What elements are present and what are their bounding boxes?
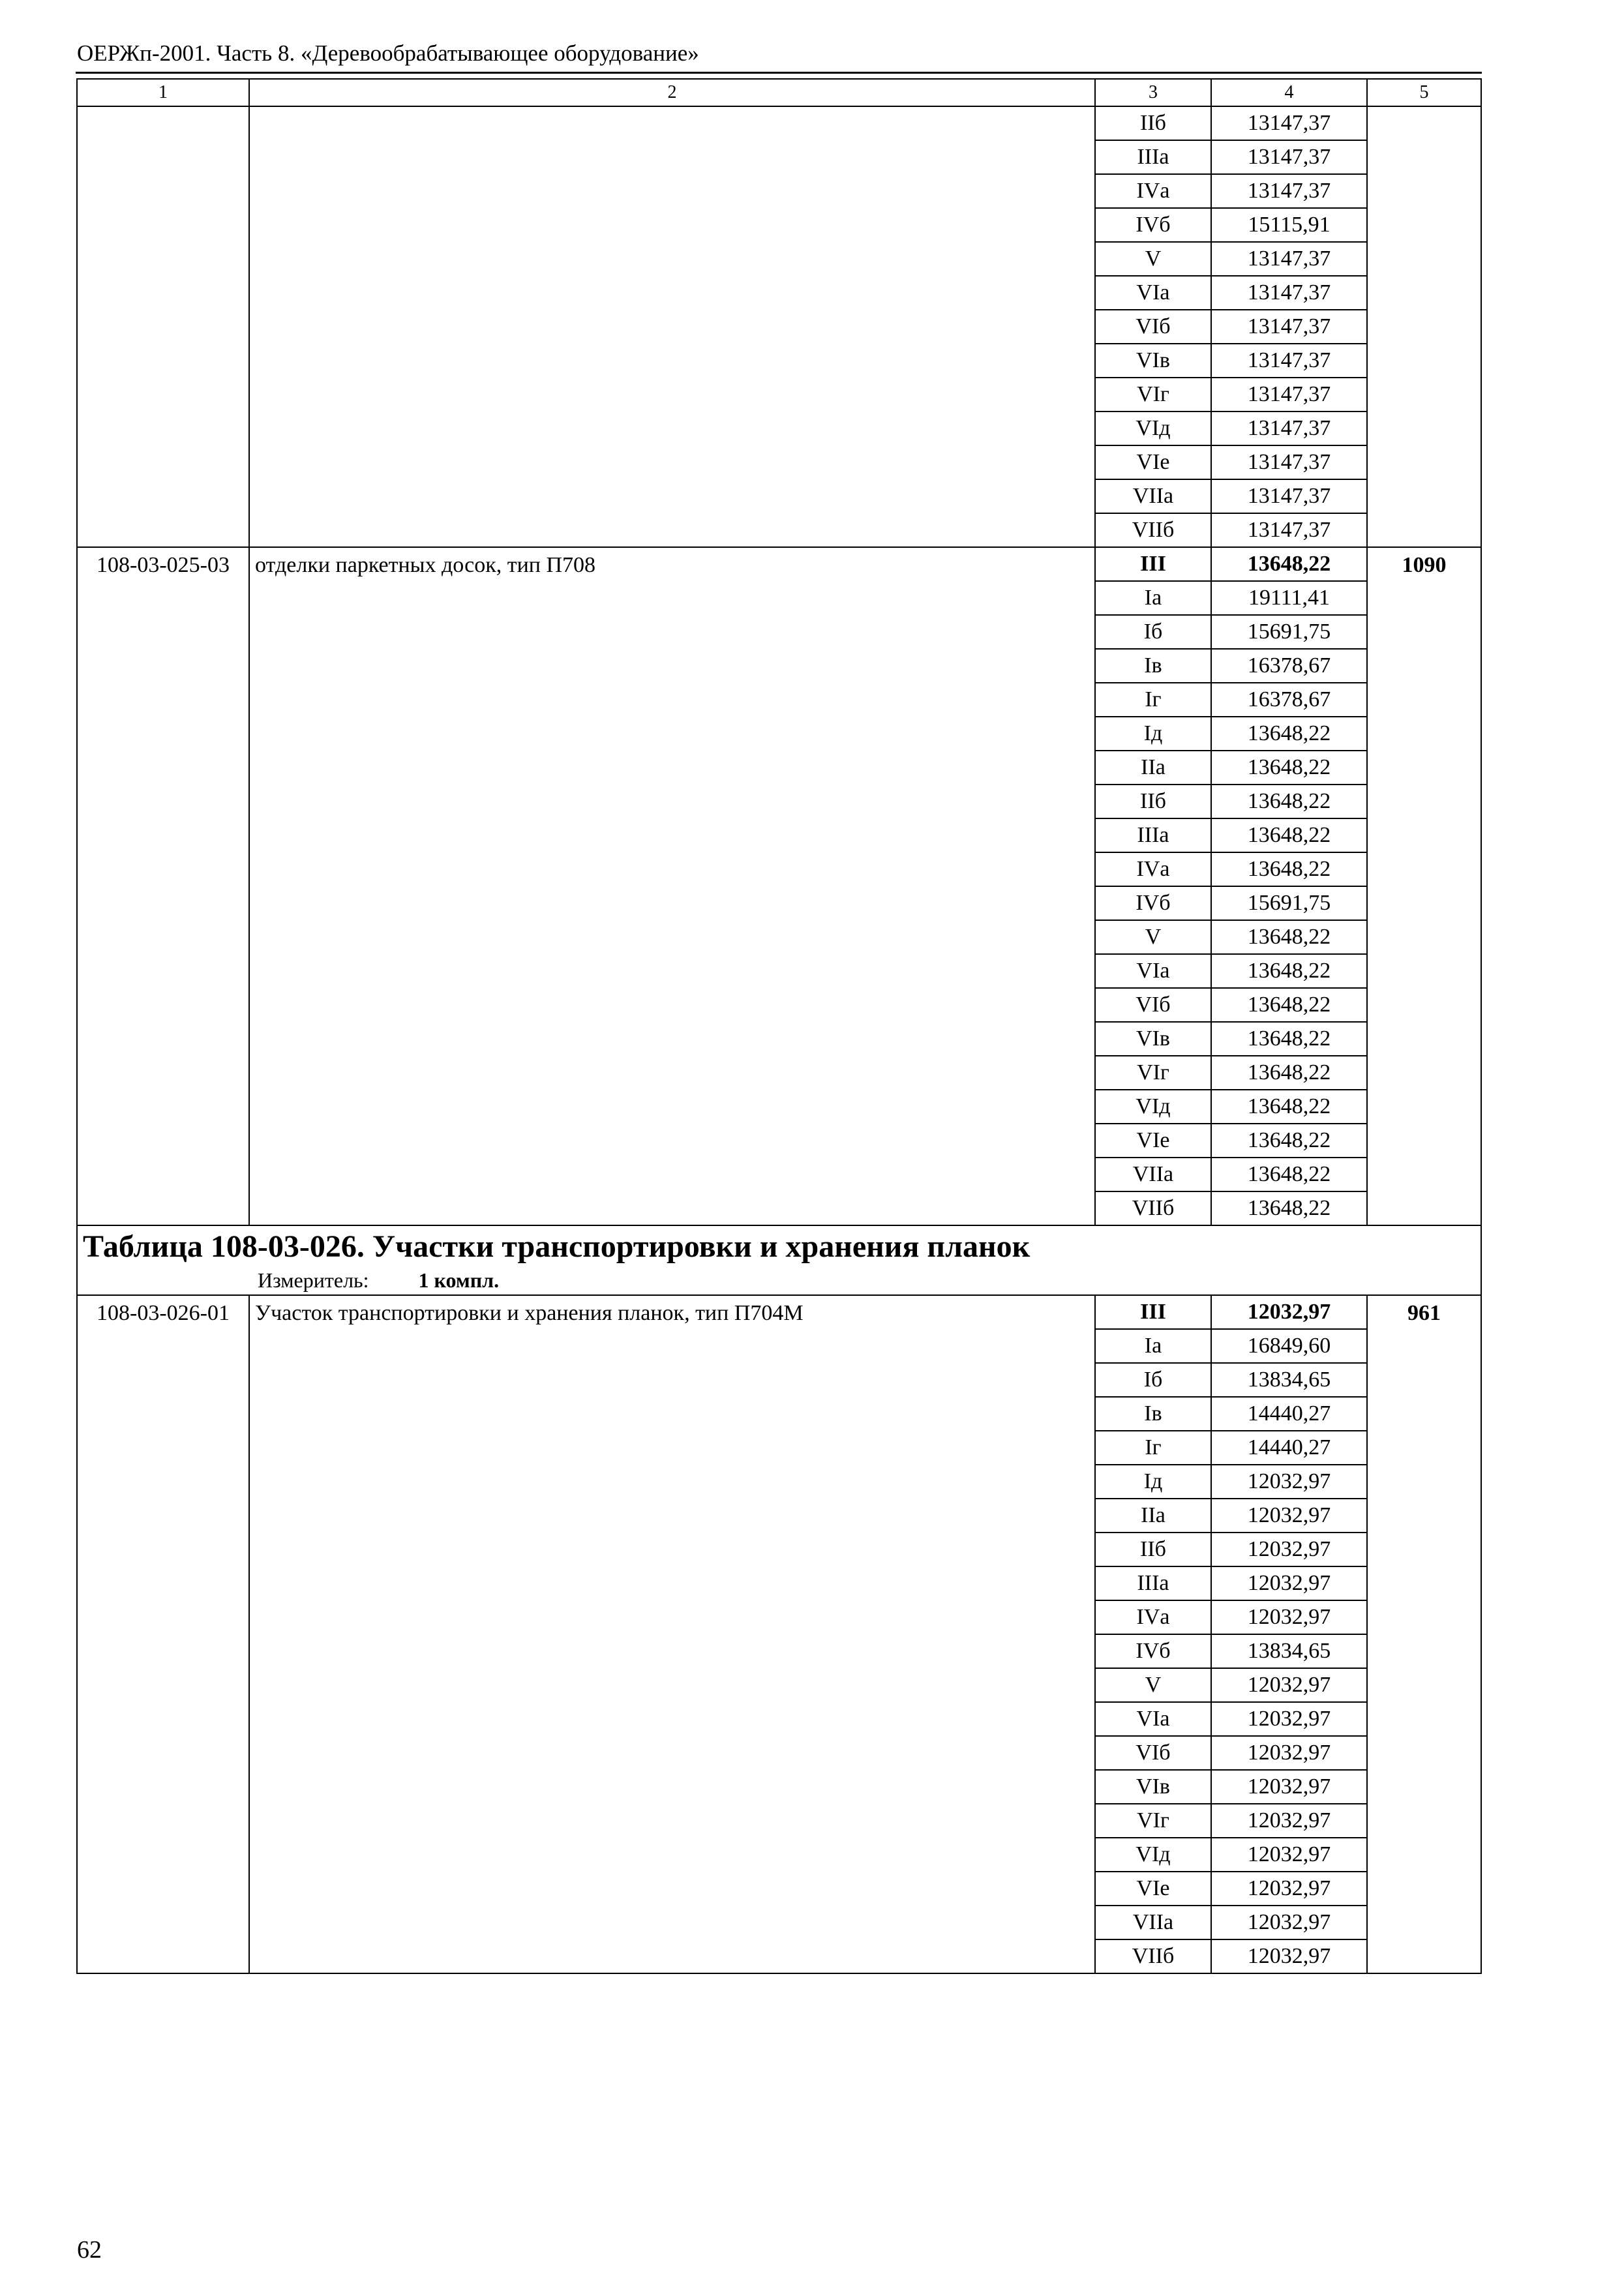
price-cell: 12032,97 [1211, 1702, 1367, 1736]
price-cell: 13648,22 [1211, 717, 1367, 751]
section-heading [77, 1225, 1481, 1295]
zone-cell: VIIб [1095, 1191, 1211, 1225]
price-cell: 15115,91 [1211, 208, 1367, 242]
zone-cell: III [1095, 1295, 1211, 1329]
zone-cell: VIг [1095, 1056, 1211, 1090]
price-cell: 13147,37 [1211, 242, 1367, 276]
zone-cell: IIа [1095, 751, 1211, 785]
price-cell: 13147,37 [1211, 411, 1367, 445]
price-cell: 12032,97 [1211, 1838, 1367, 1872]
price-cell: 12032,97 [1211, 1295, 1367, 1329]
zone-cell: IIб [1095, 785, 1211, 818]
price-cell: 16378,67 [1211, 649, 1367, 683]
item-total: 961 [1367, 1295, 1481, 1973]
zone-cell: Iд [1095, 1465, 1211, 1499]
price-cell: 13648,22 [1211, 1022, 1367, 1056]
zone-cell: Iг [1095, 1431, 1211, 1465]
zone-cell: IIIа [1095, 140, 1211, 174]
table-row [77, 106, 1481, 140]
price-cell: 12032,97 [1211, 1872, 1367, 1906]
column-number-5: 5 [1367, 79, 1481, 106]
price-cell: 12032,97 [1211, 1906, 1367, 1939]
table-row [77, 1295, 1481, 1329]
price-cell: 13648,22 [1211, 818, 1367, 852]
price-cell: 13147,37 [1211, 513, 1367, 547]
price-table [76, 78, 1482, 1974]
page-number: 62 [77, 2236, 102, 2264]
zone-cell: IVб [1095, 208, 1211, 242]
zone-cell: VIе [1095, 445, 1211, 479]
zone-cell: Iд [1095, 717, 1211, 751]
zone-cell: VIб [1095, 988, 1211, 1022]
item-code: 108-03-025-03 [77, 547, 249, 1225]
zone-cell: VIв [1095, 1770, 1211, 1804]
item-name [249, 106, 1095, 547]
zone-cell: IVа [1095, 1600, 1211, 1634]
price-cell: 12032,97 [1211, 1566, 1367, 1600]
header-rule [76, 72, 1482, 74]
zone-cell: VIв [1095, 344, 1211, 378]
zone-cell: VIе [1095, 1872, 1211, 1906]
price-cell: 12032,97 [1211, 1499, 1367, 1533]
price-cell: 15691,75 [1211, 886, 1367, 920]
zone-cell: VIб [1095, 1736, 1211, 1770]
price-cell: 13648,22 [1211, 547, 1367, 581]
column-number-4: 4 [1211, 79, 1367, 106]
price-cell: 13648,22 [1211, 954, 1367, 988]
price-cell: 13648,22 [1211, 1090, 1367, 1124]
zone-cell: VIв [1095, 1022, 1211, 1056]
zone-cell: IIб [1095, 106, 1211, 140]
item-name: отделки паркетных досок, тип П708 [249, 547, 1095, 1225]
zone-cell: Iв [1095, 649, 1211, 683]
price-cell: 13648,22 [1211, 1191, 1367, 1225]
page-header-title: ОЕРЖп-2001. Часть 8. «Деревообрабатывающее оборудование» [77, 40, 699, 66]
column-number-3: 3 [1095, 79, 1211, 106]
price-cell: 13648,22 [1211, 988, 1367, 1022]
price-cell: 12032,97 [1211, 1939, 1367, 1973]
zone-cell: Iа [1095, 1329, 1211, 1363]
price-cell: 13147,37 [1211, 106, 1367, 140]
price-cell: 12032,97 [1211, 1465, 1367, 1499]
zone-cell: III [1095, 547, 1211, 581]
zone-cell: Iа [1095, 581, 1211, 615]
price-cell: 12032,97 [1211, 1600, 1367, 1634]
price-cell: 13147,37 [1211, 445, 1367, 479]
zone-cell: IVб [1095, 1634, 1211, 1668]
zone-cell: VIа [1095, 276, 1211, 310]
price-cell: 13648,22 [1211, 785, 1367, 818]
item-code [77, 106, 249, 547]
zone-cell: IIб [1095, 1533, 1211, 1566]
price-cell: 12032,97 [1211, 1668, 1367, 1702]
price-cell: 13834,65 [1211, 1634, 1367, 1668]
price-cell: 13147,37 [1211, 344, 1367, 378]
price-cell: 13147,37 [1211, 140, 1367, 174]
zone-cell: Iг [1095, 683, 1211, 717]
price-cell: 13648,22 [1211, 751, 1367, 785]
zone-cell: VIIб [1095, 1939, 1211, 1973]
price-cell: 14440,27 [1211, 1431, 1367, 1465]
zone-cell: IVа [1095, 174, 1211, 208]
item-code: 108-03-026-01 [77, 1295, 249, 1973]
price-cell: 13147,37 [1211, 310, 1367, 344]
item-name: Участок транспортировки и хранения планок, тип П704М [249, 1295, 1095, 1973]
zone-cell: Iв [1095, 1397, 1211, 1431]
zone-cell: V [1095, 242, 1211, 276]
price-cell: 13648,22 [1211, 920, 1367, 954]
price-cell: 12032,97 [1211, 1533, 1367, 1566]
table-row [77, 547, 1481, 581]
price-cell: 16849,60 [1211, 1329, 1367, 1363]
price-cell: 14440,27 [1211, 1397, 1367, 1431]
section-heading-row [77, 1225, 1481, 1295]
price-cell: 13834,65 [1211, 1363, 1367, 1397]
measure-line [83, 1270, 1475, 1291]
column-number-row [77, 79, 1481, 106]
price-cell: 13147,37 [1211, 479, 1367, 513]
zone-cell: IIIа [1095, 1566, 1211, 1600]
zone-cell: VIд [1095, 1090, 1211, 1124]
zone-cell: VIIа [1095, 1906, 1211, 1939]
price-table-body [77, 79, 1481, 1973]
item-total [1367, 106, 1481, 547]
zone-cell: Iб [1095, 1363, 1211, 1397]
zone-cell: VIд [1095, 1838, 1211, 1872]
price-cell: 16378,67 [1211, 683, 1367, 717]
item-total: 1090 [1367, 547, 1481, 1225]
section-title: Таблица 108-03-026. Участки транспортировки и хранения планок [83, 1229, 1030, 1264]
measure-unit: 1 компл. [418, 1268, 500, 1292]
zone-cell: IVа [1095, 852, 1211, 886]
price-cell: 13648,22 [1211, 1158, 1367, 1191]
price-cell: 12032,97 [1211, 1770, 1367, 1804]
price-cell: 13648,22 [1211, 852, 1367, 886]
price-cell: 13147,37 [1211, 378, 1367, 411]
zone-cell: VIб [1095, 310, 1211, 344]
zone-cell: VIIа [1095, 1158, 1211, 1191]
price-cell: 19111,41 [1211, 581, 1367, 615]
price-cell: 13648,22 [1211, 1056, 1367, 1090]
zone-cell: V [1095, 1668, 1211, 1702]
zone-cell: IIа [1095, 1499, 1211, 1533]
zone-cell: VIIа [1095, 479, 1211, 513]
zone-cell: VIд [1095, 411, 1211, 445]
price-cell: 13648,22 [1211, 1124, 1367, 1158]
price-cell: 13147,37 [1211, 174, 1367, 208]
zone-cell: IVб [1095, 886, 1211, 920]
zone-cell: VIг [1095, 378, 1211, 411]
column-number-2: 2 [249, 79, 1095, 106]
price-cell: 12032,97 [1211, 1804, 1367, 1838]
zone-cell: VIа [1095, 1702, 1211, 1736]
zone-cell: V [1095, 920, 1211, 954]
zone-cell: VIе [1095, 1124, 1211, 1158]
price-cell: 15691,75 [1211, 615, 1367, 649]
price-cell: 12032,97 [1211, 1736, 1367, 1770]
zone-cell: VIг [1095, 1804, 1211, 1838]
zone-cell: IIIа [1095, 818, 1211, 852]
column-number-1: 1 [77, 79, 249, 106]
price-cell: 13147,37 [1211, 276, 1367, 310]
measure-label: Измеритель: [258, 1268, 369, 1292]
zone-cell: VIIб [1095, 513, 1211, 547]
zone-cell: Iб [1095, 615, 1211, 649]
zone-cell: VIа [1095, 954, 1211, 988]
